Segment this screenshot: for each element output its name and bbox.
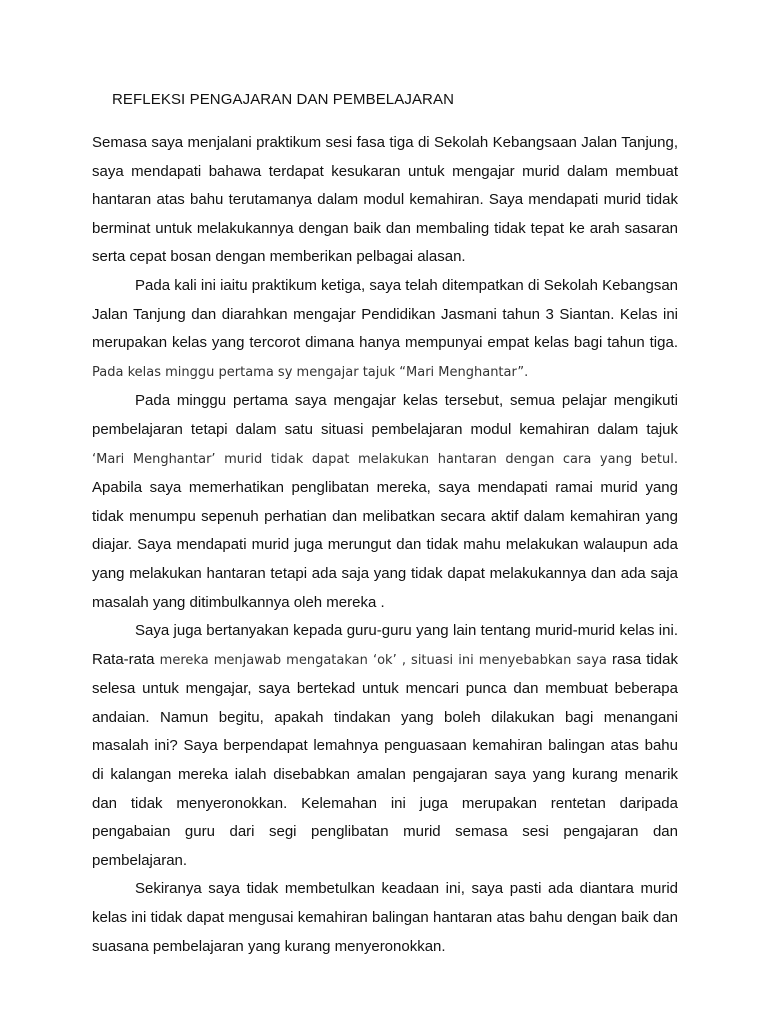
document-title: REFLEKSI PENGAJARAN DAN PEMBELAJARAN xyxy=(112,91,455,108)
paragraph-2 xyxy=(92,272,678,387)
paragraph-text: Pada minggu pertama saya mengajar kelas tersebut, semua pelajar mengikuti pembelajaran tetapi dalam satu situasi pembelajaran modul kemahiran dalam tajuk xyxy=(92,392,678,438)
paragraph-text: Sekiranya saya tidak membetulkan keadaan ini, saya pasti ada diantara murid kelas ini tidak dapat mengusai kemahiran balingan hantaran atas bahu dengan baik dan suasana pembelajaran yang kurang menyeronokkan. xyxy=(92,880,678,955)
paragraph-text: Semasa saya menjalani praktikum sesi fasa tiga di Sekolah Kebangsaan Jalan Tanjung, saya mendapati bahawa terdapat kesukaran untuk mengajar murid dalam membuat hantaran atas bahu terutamanya dalam modul kemahiran. Saya mendapati murid tidak berminat untuk melakukannya dengan baik dan membaling tidak tepat ke arah sasaran serta cepat bosan dengan memberikan pelbagai alasan. xyxy=(92,134,678,266)
paragraph-text-alt-font: mereka menjawab mengatakan ‘ok’ , situasi ini menyebabkan saya xyxy=(159,652,607,668)
paragraph-1 xyxy=(92,129,678,272)
paragraph-3 xyxy=(92,387,678,617)
paragraph-text: Saya juga bertanyakan kepada guru-guru yang lain tentang murid-murid kelas ini. Rata-rata xyxy=(92,622,678,668)
paragraph-text: Pada kali ini iaitu praktikum ketiga, saya telah ditempatkan di Sekolah Kebangsan Jalan Tanjung dan diarahkan mengajar Pendidikan Jasmani tahun 3 Siantan. Kelas ini merupakan kelas yang tercorot dimana hanya mempunyai empat kelas bagi tahun tiga. xyxy=(92,276,678,352)
paragraph-text: rasa tidak selesa untuk mengajar, saya bertekad untuk mencari punca dan membuat beberapa andaian. Namun begitu, apakah tindakan yang boleh dilakukan bagi menangani masalah ini? Saya berpendapat lemahnya penguasaan kemahiran balingan atas bahu di kalangan mereka ialah disebabkan amalan pengajaran saya yang kurang menarik dan tidak menyeronokkan. Kelemahan ini juga merupakan rentetan daripada pengabaian guru dari segi penglibatan murid semasa sesi pengajaran dan pembelajaran. xyxy=(92,650,678,869)
paragraph-4 xyxy=(92,617,678,875)
paragraph-5 xyxy=(92,875,678,961)
document-body xyxy=(92,129,678,961)
paragraph-text-alt-font: ‘Mari Menghantar’ murid tidak dapat melakukan hantaran dengan cara yang betul. xyxy=(92,451,678,467)
paragraph-text-alt-font: Pada kelas minggu pertama sy mengajar tajuk “Mari Menghantar”. xyxy=(92,364,529,380)
paragraph-text: Apabila saya memerhatikan penglibatan mereka, saya mendapati ramai murid yang tidak menumpu sepenuh perhatian dan melibatkan secara aktif dalam kemahiran yang diajar. Saya mendapati murid juga merungut dan tidak mahu melakukan walaupun ada yang melakukan hantaran tetapi ada saja yang tidak dapat melakukannya dan ada saja masalah yang ditimbulkannya oleh mereka . xyxy=(92,479,678,611)
